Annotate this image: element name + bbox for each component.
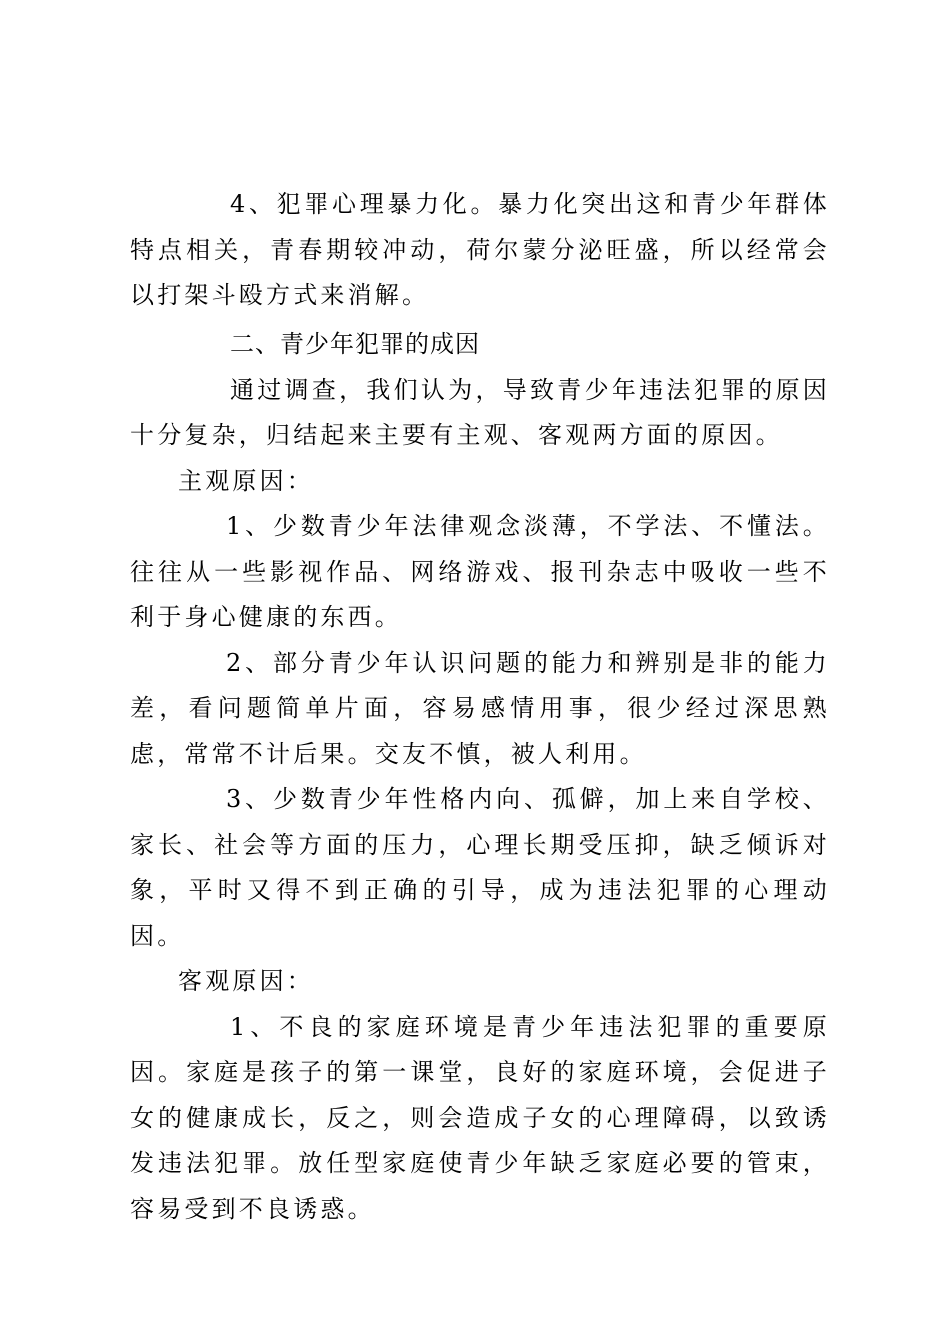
paragraph-violence: 4、犯罪心理暴力化。暴力化突出这和青少年群体特点相关，青春期较冲动，荷尔蒙分泌旺盛，所以经常会以打架斗殴方式来消解。 — [130, 190, 830, 309]
section-heading-causes: 二、青少年犯罪的成因 — [230, 329, 480, 358]
document-body — [130, 182, 830, 1232]
subjective-cause-2: 2、部分青少年认识问题的能力和辨别是非的能力差，看问题简单片面，容易感情用事，很少经过深思熟虑，常常不计后果。交友不慎，被人利用。 — [130, 648, 830, 768]
subjective-causes-label: 主观原因： — [178, 466, 314, 495]
subjective-cause-3: 3、少数青少年性格内向、孤僻，加上来自学校、家长、社会等方面的压力，心理长期受压抑，缺乏倾诉对象，平时又得不到正确的引导，成为违法犯罪的心理动因。 — [130, 785, 830, 950]
subjective-cause-1: 1、少数青少年法律观念淡薄，不学法、不懂法。往往从一些影视作品、网络游戏、报刊杂志中吸收一些不利于身心健康的东西。 — [130, 512, 830, 631]
paragraph-intro: 通过调查，我们认为，导致青少年违法犯罪的原因十分复杂，归结起来主要有主观、客观两方面的原因。 — [130, 375, 830, 449]
objective-cause-1: 1、不良的家庭环境是青少年违法犯罪的重要原因。家庭是孩子的第一课堂，良好的家庭环境，会促进子女的健康成长，反之，则会造成子女的心理障碍，以致诱发违法犯罪。放任型家庭使青少年缺乏家庭必要的管束，容易受到不良诱惑。 — [130, 1012, 830, 1223]
objective-causes-label: 客观原因： — [178, 967, 314, 995]
